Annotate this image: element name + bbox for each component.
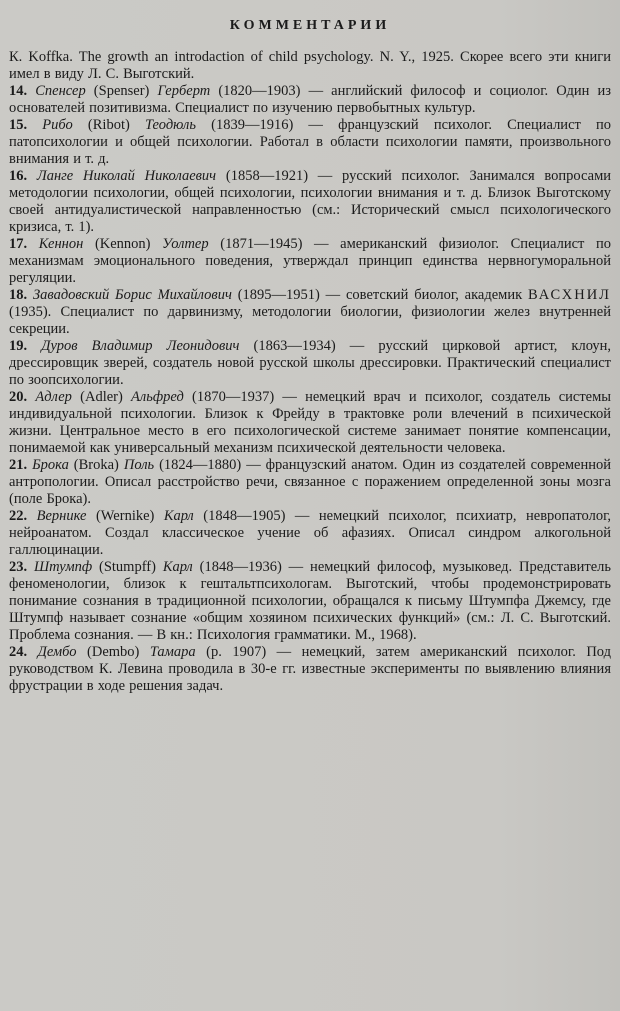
commentary-entry xyxy=(9,644,611,695)
person-name: Штумпф xyxy=(34,559,93,575)
person-name: Вернике xyxy=(36,508,87,524)
entry-text: (1848—1905) — немецкий психолог, психиатр, невропатолог, нейроанатом. Создал классическое учение об афазиях. Описал синдром алкогольной галлюцинации. xyxy=(9,508,612,558)
entry-text: (Spenser) xyxy=(85,83,158,99)
person-name: Спенсер xyxy=(35,83,86,99)
person-name: Теодюль xyxy=(144,117,196,133)
person-name: Завадовский Борис Михайлович xyxy=(32,287,232,303)
person-name: Кеннон xyxy=(38,236,84,252)
entry-text: (Stumpff) xyxy=(92,559,163,575)
entry-text: (1871—1945) — американский физиолог. Специалист по механизмам эмоционального поведения, утверждал принцип единства нервногуморальной регуляции. xyxy=(9,236,611,286)
entry-text: (1858—1921) — русский психолог. Занимался вопросами методологии психологии, общей психологии, психологии внимания и т. д. Близок Выготскому своей антидуалистической направленностью (см.: Исторический смысл психологического кризиса, т. 1). xyxy=(9,168,612,235)
entry-number: 20. xyxy=(9,389,36,405)
commentary-entry xyxy=(9,49,611,83)
entry-number: 17. xyxy=(9,236,39,252)
entry-number: 22. xyxy=(9,508,37,524)
entry-text: (1848—1936) — немецкий философ, музыковед. Представитель феноменологии, близок к гештальтпсихологам. Выготский, чтобы продемонстрировать понимание сознания в традиционной психологии, обращался к письму Штумпфа Джемсу, где Штумпф называет сознание «общим хозяином психических функций» (см.: Л. С. Выготский. Проблема сознания. — В кн.: Психология грамматики. М., 1968). xyxy=(9,559,611,643)
commentary-entries xyxy=(9,49,611,695)
entry-number: 21. xyxy=(9,457,33,473)
entry-text: (1870—1937) — немецкий врач и психолог, создатель системы индивидуальной психологии. Близок к Фрейду в трактовке роли влечений в психической жизни. Центральное место в его психологической системе занимает понятие компенсации, понимаемой как универсальный механизм психической деятельности человека. xyxy=(9,389,612,456)
commentary-entry xyxy=(9,83,611,117)
person-name: Поль xyxy=(123,457,155,473)
person-name: Альфред xyxy=(131,389,184,405)
spaced-acronym: ВАСХНИЛ xyxy=(527,287,612,303)
commentary-entry xyxy=(9,287,611,338)
entry-text: (р. 1907) — немецкий, затем американский психолог. Под руководством К. Левина проводила в 30-е гг. известные эксперименты по выявлению влияния фрустрации в ходе решения задач. xyxy=(9,644,612,694)
entry-text: (Ribot) xyxy=(72,117,145,133)
entry-number: 19. xyxy=(9,338,42,354)
commentary-entry xyxy=(9,117,611,168)
entry-number: 15. xyxy=(9,117,43,133)
entry-text: (Broka) xyxy=(68,457,124,473)
person-name: Адлер xyxy=(35,389,72,405)
person-name: Карл xyxy=(163,508,194,524)
entry-number: 14. xyxy=(9,83,36,99)
entry-text: (Wernike) xyxy=(86,508,164,524)
person-name: Рибо xyxy=(42,117,73,133)
commentary-entry xyxy=(9,389,611,457)
entry-text: (1839—1916) — французский психолог. Специалист по патопсихологии и общей психологии. Работал в области психологии памяти, произвольного внимания и т. д. xyxy=(9,117,612,167)
entry-text: К. Koffka. The growth an introdaction of child psychology. N. Y., 1925. Скорее всего эти книги имел в виду Л. С. Выготский. xyxy=(9,49,611,82)
person-name: Дуров Владимир Леонидович xyxy=(41,338,240,354)
commentary-entry xyxy=(9,508,611,559)
commentary-entry xyxy=(9,559,611,644)
person-name: Брока xyxy=(32,457,69,473)
entry-number: 23. xyxy=(9,559,35,575)
entry-number: 24. xyxy=(9,644,38,660)
entry-number: 18. xyxy=(9,287,33,303)
commentary-entry xyxy=(9,457,611,508)
commentary-entry xyxy=(9,338,611,389)
page-title: КОММЕНТАРИИ xyxy=(229,18,391,33)
entry-text: (1863—1934) — русский цирковой артист, клоун, дрессировщик зверей, создатель новой русской школы дрессировки. Практический специалист по зоопсихологии. xyxy=(9,338,612,388)
entry-text: (Adler) xyxy=(71,389,132,405)
person-name: Уолтер xyxy=(162,236,209,252)
entry-number: 16. xyxy=(9,168,37,184)
commentary-entry xyxy=(9,168,611,236)
person-name: Тамара xyxy=(149,644,196,660)
person-name: Ланге Николай Николаевич xyxy=(36,168,217,184)
commentary-entry xyxy=(9,236,611,287)
person-name: Герберт xyxy=(157,83,211,99)
entry-text: (Kennon) xyxy=(83,236,163,252)
entry-text: (1935). Специалист по дарвинизму, методологии биологии, физиологии желез внутренней секреции. xyxy=(9,304,611,337)
person-name: Дембо xyxy=(37,644,77,660)
entry-text: (Dembo) xyxy=(76,644,150,660)
entry-text: (1820—1903) — английский философ и социолог. Один из основателей позитивизма. Специалист по изучению первобытных культур. xyxy=(9,83,611,116)
entry-text: (1824—1880) — французский анатом. Один из создателей современной антропологии. Описал расстройство речи, связанное с поражением определенной зоны мозга (поле Брока). xyxy=(9,457,612,507)
entry-text: (1895—1951) — советский биолог, академик xyxy=(231,287,528,303)
person-name: Карл xyxy=(162,559,193,575)
